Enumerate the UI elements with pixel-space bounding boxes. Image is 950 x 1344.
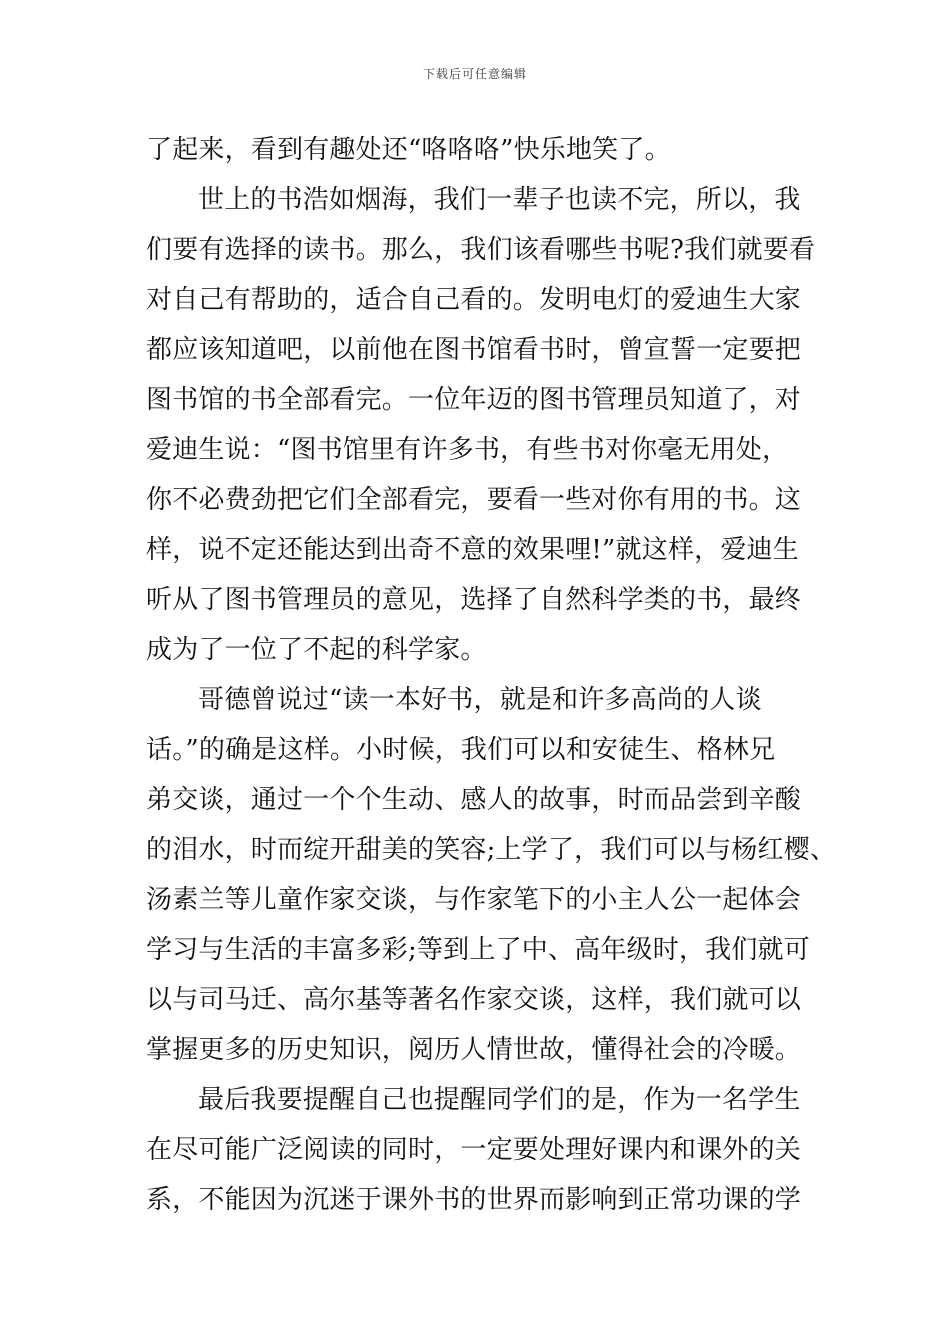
- text-line: 的泪水，时而绽开甜美的笑容;上学了，我们可以与杨红樱、: [146, 835, 837, 865]
- text-line: 都应该知道吧，以前他在图书馆看书时，曾宣誓一定要把: [146, 335, 802, 365]
- text-line: 对自己有帮助的，适合自己看的。发明电灯的爱迪生大家: [146, 285, 802, 315]
- text-line: 成为了一位了不起的科学家。: [146, 635, 487, 665]
- text-line: 学习与生活的丰富多彩;等到上了中、高年级时，我们就可: [146, 935, 810, 965]
- text-line: 们要有选择的读书。那么，我们该看哪些书呢?我们就要看: [146, 235, 816, 265]
- text-line: 爱迪生说：“图书馆里有许多书，有些书对你毫无用处，: [146, 435, 789, 465]
- text-line: 了起来，看到有趣处还“咯咯咯”快乐地笑了。: [146, 135, 671, 165]
- text-line: 哥德曾说过“读一本好书，就是和许多高尚的人谈: [198, 685, 762, 715]
- text-line: 汤素兰等儿童作家交谈，与作家笔下的小主人公一起体会: [146, 885, 802, 915]
- page-header: 下载后可任意编辑: [422, 67, 527, 81]
- text-line: 最后我要提醒自己也提醒同学们的是，作为一名学生: [198, 1085, 801, 1115]
- text-line: 弟交谈，通过一个个生动、感人的故事，时而品尝到辛酸: [146, 785, 802, 815]
- text-line: 听从了图书管理员的意见，选择了自然科学类的书，最终: [146, 585, 802, 615]
- text-line: 话。”的确是这样。小时候，我们可以和安徒生、格林兄: [146, 735, 776, 765]
- text-line: 你不必费劲把它们全部看完，要看一些对你有用的书。这: [146, 485, 802, 515]
- text-line: 在尽可能广泛阅读的同时，一定要处理好课内和课外的关: [146, 1135, 802, 1165]
- text-line: 系，不能因为沉迷于课外书的世界而影响到正常功课的学: [146, 1185, 802, 1215]
- text-line: 掌握更多的历史知识，阅历人情世故，懂得社会的冷暖。: [146, 1035, 802, 1065]
- document-body: [146, 125, 837, 1225]
- text-line: 世上的书浩如烟海，我们一辈子也读不完，所以，我: [198, 185, 801, 215]
- text-line: 以与司马迁、高尔基等著名作家交谈，这样，我们就可以: [146, 985, 802, 1015]
- text-line: 样，说不定还能达到出奇不意的效果哩!”就这样，爱迪生: [146, 535, 799, 565]
- text-line: 图书馆的书全部看完。一位年迈的图书管理员知道了，对: [146, 385, 802, 415]
